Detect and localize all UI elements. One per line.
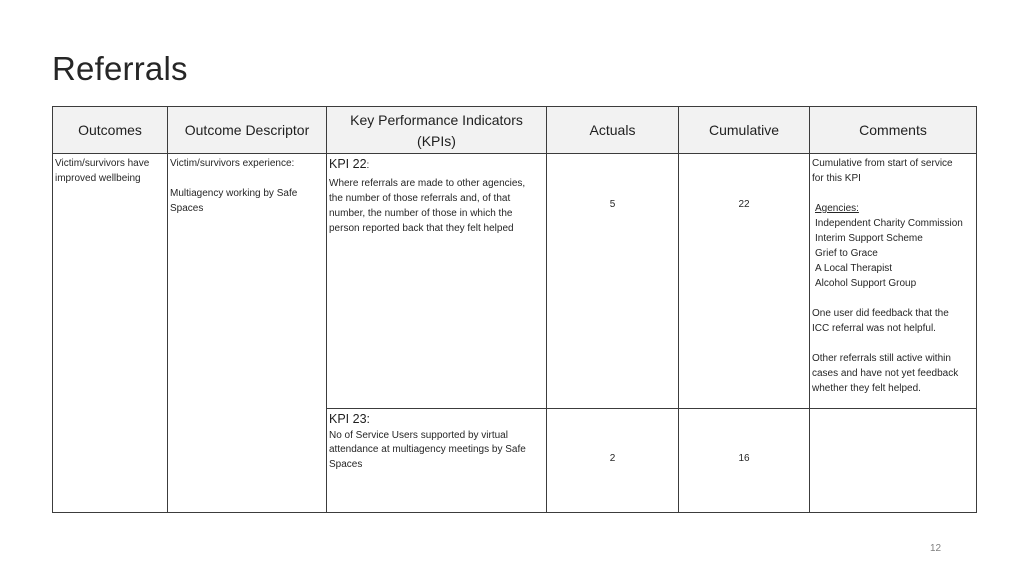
outcome-line2: improved wellbeing bbox=[55, 173, 141, 184]
header-outcomes: Outcomes bbox=[53, 107, 168, 154]
agency-item: A Local Therapist bbox=[815, 263, 893, 274]
kpi23-cumulative bbox=[679, 409, 810, 513]
kpi22-cell bbox=[327, 154, 547, 409]
page-title: Referrals bbox=[52, 50, 188, 87]
header-actuals: Actuals bbox=[547, 107, 679, 154]
header-cumulative: Cumulative bbox=[679, 107, 810, 154]
header-kpis-line2: (KPIs) bbox=[417, 133, 456, 149]
kpi22-desc-line3: number, the number of those in which the bbox=[329, 208, 513, 219]
agency-item: Interim Support Scheme bbox=[815, 233, 923, 244]
outcome-cell bbox=[53, 154, 168, 513]
header-kpis-line1: Key Performance Indicators bbox=[350, 112, 523, 128]
header-outcome-descriptor: Outcome Descriptor bbox=[168, 107, 327, 154]
comments-feedback-line1: One user did feedback that the bbox=[812, 308, 949, 319]
kpi23-desc-line1: No of Service Users supported by virtual bbox=[329, 430, 508, 441]
referrals-table bbox=[52, 106, 977, 513]
kpi22-desc-line1: Where referrals are made to other agencies, bbox=[329, 178, 526, 189]
agency-item: Alcohol Support Group bbox=[815, 278, 917, 289]
kpi22-cumulative bbox=[679, 154, 810, 409]
kpi23-title: KPI 23: bbox=[329, 412, 370, 426]
header-comments: Comments bbox=[810, 107, 977, 154]
kpi22-row bbox=[53, 154, 977, 409]
descriptor-line2: Multiagency working by Safe bbox=[170, 188, 298, 199]
header-row bbox=[53, 107, 977, 154]
comments-intro-line2: for this KPI bbox=[812, 173, 861, 184]
descriptor-cell bbox=[168, 154, 327, 513]
agencies-label: Agencies: bbox=[815, 203, 859, 214]
kpi23-desc-line2: attendance at multiagency meetings by Safe bbox=[329, 444, 526, 455]
kpi23-actuals bbox=[547, 409, 679, 513]
outcome-line1: Victim/survivors have bbox=[55, 158, 150, 169]
kpi23-actuals-value: 2 bbox=[609, 453, 616, 464]
descriptor-line3: Spaces bbox=[170, 203, 204, 214]
comments-feedback-line2: ICC referral was not helpful. bbox=[812, 323, 936, 334]
kpi23-comments bbox=[810, 409, 977, 513]
kpi23-cell bbox=[327, 409, 547, 513]
kpi22-actuals bbox=[547, 154, 679, 409]
kpi22-title: KPI 22: bbox=[329, 157, 370, 171]
comments-other-line1: Other referrals still active within bbox=[812, 353, 951, 364]
comments-other-line3: whether they felt helped. bbox=[812, 383, 921, 394]
descriptor-line1: Victim/survivors experience: bbox=[170, 158, 295, 169]
comments-intro-line1: Cumulative from start of service bbox=[812, 158, 953, 169]
kpi22-desc-line4: person reported back that they felt helped bbox=[329, 223, 514, 234]
page-number: 12 bbox=[930, 543, 942, 554]
header-kpis bbox=[327, 107, 547, 154]
kpi23-cumulative-value: 16 bbox=[738, 453, 750, 464]
kpi23-desc-line3: Spaces bbox=[329, 459, 363, 470]
comments-other-line2: cases and have not yet feedback bbox=[812, 368, 959, 379]
agency-item: Grief to Grace bbox=[815, 248, 878, 259]
agency-item: Independent Charity Commission bbox=[815, 218, 963, 229]
kpi22-cumulative-value: 22 bbox=[738, 199, 750, 210]
kpi22-desc-line2: the number of those referrals and, of that bbox=[329, 193, 511, 204]
kpi22-actuals-value: 5 bbox=[609, 199, 616, 210]
kpi22-comments bbox=[810, 154, 977, 409]
